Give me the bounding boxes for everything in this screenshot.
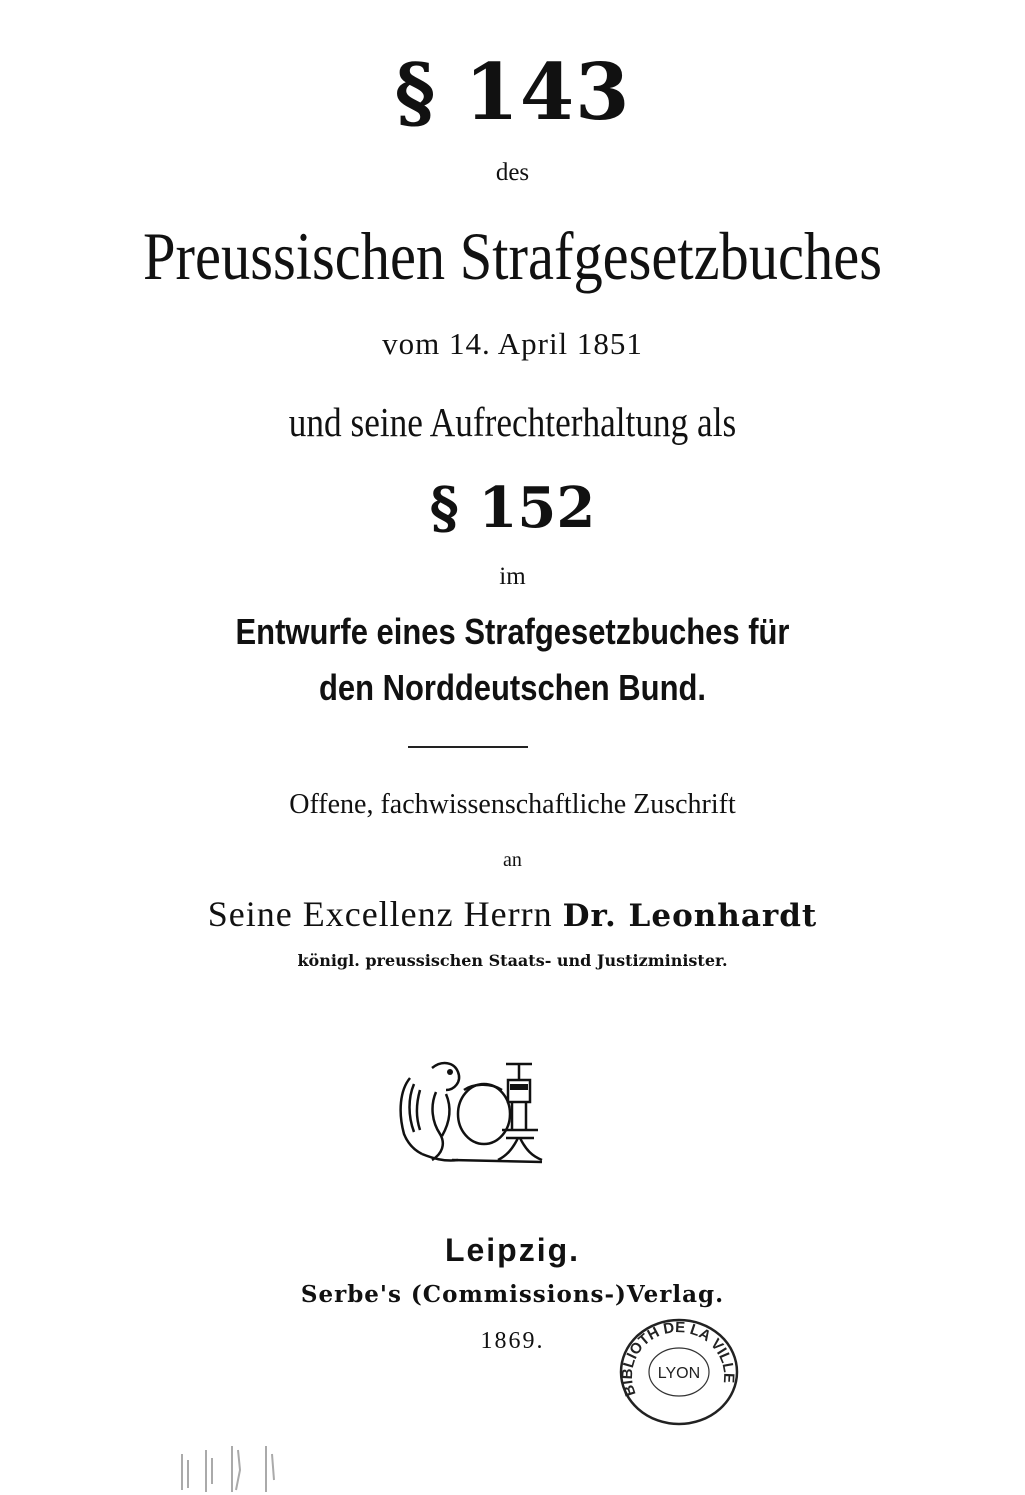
imprint-year: 1869. [480,1328,545,1354]
library-stamp-icon [614,1316,744,1428]
addressee-prefix: Seine Excellenz Herrn [207,894,553,934]
addressee-role: königl. preussischen Staats- und Justizminister. [297,951,728,970]
stamp-outer-text: BIBLIOTH DE LA VILLE [618,1318,738,1399]
subtitle: und seine Aufrechterhaltung als [288,399,737,445]
paragraph-152-heading: § 152 [429,475,596,541]
letter-type: Offene, fachwissenschaftliche Zuschrift [289,789,736,820]
draft-title-line-2: den Norddeutschen Bund. [319,667,706,708]
draft-title-line-1: Entwurfe eines Strafgesetzbuches für [235,611,790,652]
separator-rule [408,746,528,748]
addressee-name: Dr. Leonhardt [562,898,818,934]
connector-des: des [495,159,530,186]
connector-an: an [503,849,522,871]
imprint-city: Leipzig. [444,1232,581,1268]
stamp-inner-text: LYON [657,1365,701,1382]
svg-text:BIBLIOTH DE LA VILLE [619,1319,737,1398]
paragraph-143-heading: § 143 [394,47,631,138]
main-title: Preussischen Strafgesetzbuches [143,218,882,294]
printer-device-emblem-icon [392,1050,552,1170]
connector-im: im [499,563,526,590]
law-date: vom 14. April 1851 [382,326,643,361]
page-margin-marks [176,1440,286,1495]
imprint-publisher: Serbe's (Commissions-)Verlag. [300,1281,725,1308]
addressee [0,892,1025,938]
